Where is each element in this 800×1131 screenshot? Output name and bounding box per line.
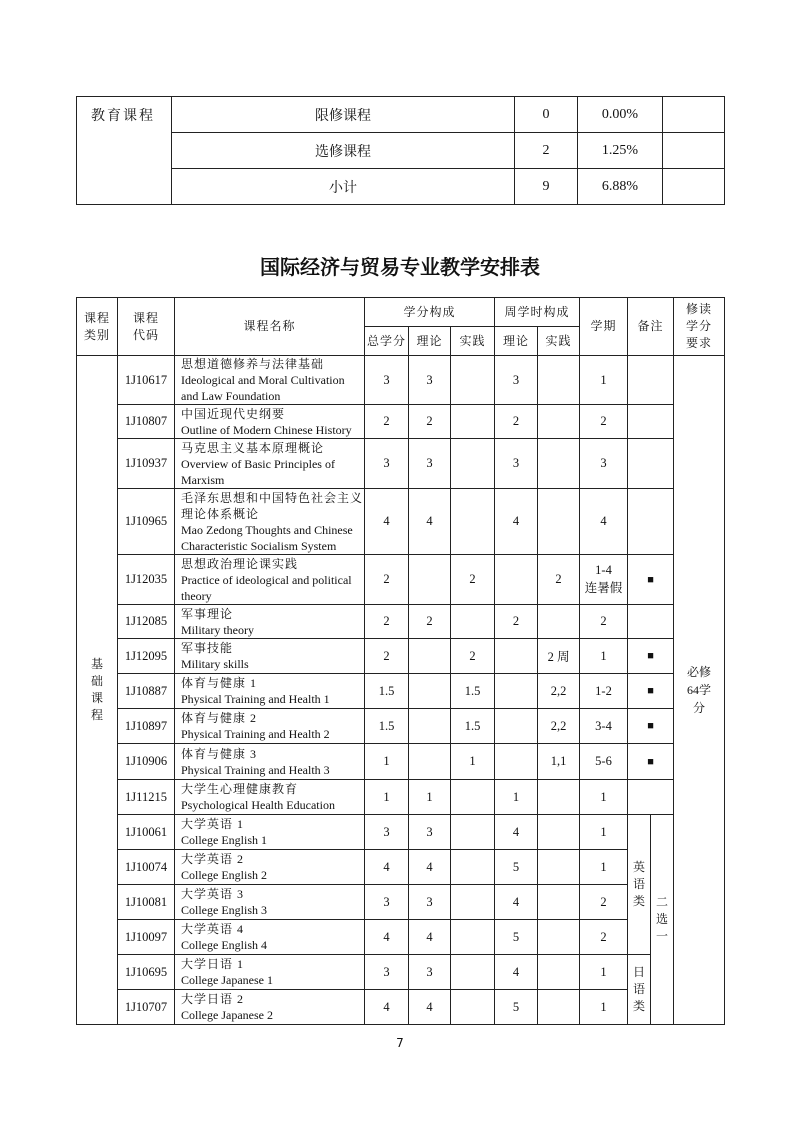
course-name — [175, 955, 365, 990]
course-name-en: College Japanese 2 — [181, 1008, 273, 1022]
course-code: 1J10965 — [118, 489, 175, 555]
course-practice-credit — [451, 920, 495, 955]
course-row — [77, 555, 725, 605]
course-weekly-theory — [495, 555, 538, 605]
course-code: 1J12035 — [118, 555, 175, 605]
course-name — [175, 815, 365, 850]
course-semester — [580, 885, 628, 920]
course-theory-credit — [409, 555, 451, 605]
course-weekly-theory: 5 — [495, 990, 538, 1025]
course-theory-credit: 1 — [409, 780, 451, 815]
course-name-en: Physical Training and Health 2 — [181, 727, 330, 741]
course-practice-credit — [451, 356, 495, 405]
schedule-table — [76, 297, 725, 1025]
course-weekly-theory — [495, 709, 538, 744]
course-row — [77, 674, 725, 709]
course-practice-credit — [451, 439, 495, 489]
course-total-credit: 3 — [365, 439, 409, 489]
course-practice-credit: 1.5 — [451, 674, 495, 709]
course-name — [175, 489, 365, 555]
course-name — [175, 555, 365, 605]
course-weekly-theory — [495, 674, 538, 709]
course-weekly-theory: 2 — [495, 405, 538, 439]
course-semester-value: 3-4 — [595, 718, 612, 733]
choose-one-label — [651, 815, 674, 1025]
course-semester-value: 1-2 — [595, 683, 612, 698]
course-name-cn: 思想道德修养与法律基础 — [181, 357, 325, 371]
summary-row-note — [663, 133, 725, 169]
course-body — [77, 356, 725, 1025]
course-semester-value: 1 — [600, 859, 607, 874]
summary-table — [76, 96, 725, 205]
header-weekly-practice: 实践 — [538, 327, 580, 356]
course-name-en: Physical Training and Health 1 — [181, 692, 330, 706]
course-practice-credit — [451, 990, 495, 1025]
course-practice-credit: 2 — [451, 639, 495, 674]
course-name-cn: 大学英语 4 — [181, 922, 245, 936]
course-total-credit: 2 — [365, 405, 409, 439]
course-row — [77, 639, 725, 674]
course-weekly-theory: 4 — [495, 489, 538, 555]
course-name — [175, 709, 365, 744]
course-practice-credit: 1 — [451, 744, 495, 780]
course-semester — [580, 780, 628, 815]
course-name-en: Psychological Health Education — [181, 798, 335, 812]
course-name — [175, 780, 365, 815]
course-remark — [628, 605, 674, 639]
course-name — [175, 674, 365, 709]
course-semester — [580, 850, 628, 885]
header-weekly-theory: 理论 — [495, 327, 538, 356]
course-code: 1J12095 — [118, 639, 175, 674]
course-code: 1J10937 — [118, 439, 175, 489]
summary-row-name: 小计 — [172, 169, 515, 205]
course-row — [77, 955, 725, 990]
summary-row-percent: 1.25% — [578, 133, 663, 169]
header-category-label: 课程类别 — [83, 310, 110, 342]
course-name — [175, 885, 365, 920]
header-requirement-label: 修读学分要求 — [686, 302, 713, 350]
course-theory-credit: 2 — [409, 405, 451, 439]
course-name — [175, 920, 365, 955]
course-weekly-theory — [495, 744, 538, 780]
course-weekly-practice — [538, 439, 580, 489]
course-practice-credit — [451, 885, 495, 920]
course-name-en: Overview of Basic Principles of Marxism — [181, 456, 335, 487]
course-semester — [580, 815, 628, 850]
header-code-label: 课程代码 — [132, 310, 159, 342]
course-total-credit: 1 — [365, 780, 409, 815]
course-name-en: Outline of Modern Chinese History — [181, 422, 352, 437]
course-code: 1J10695 — [118, 955, 175, 990]
course-name — [175, 405, 365, 439]
course-weekly-practice — [538, 356, 580, 405]
course-row — [77, 815, 725, 850]
course-name-cn: 体育与健康 1 — [181, 676, 258, 690]
course-name-en: College English 1 — [181, 833, 267, 847]
course-semester-value: 5-6 — [595, 754, 612, 768]
header-total-credit: 总学分 — [365, 327, 409, 356]
course-weekly-practice — [538, 815, 580, 850]
course-name — [175, 356, 365, 405]
course-semester-value: 1 — [600, 824, 607, 839]
course-remark — [628, 780, 674, 815]
course-name-cn: 大学英语 1 — [181, 817, 245, 831]
course-row — [77, 885, 725, 920]
course-total-credit: 4 — [365, 489, 409, 555]
course-remark — [628, 489, 674, 555]
english-group-label — [628, 815, 651, 955]
course-semester — [580, 489, 628, 555]
course-category — [77, 356, 118, 1025]
summary-category: 教育课程 — [77, 97, 172, 205]
course-name-en: Ideological and Moral Cultivation and Law Foundation — [181, 373, 345, 403]
course-total-credit: 1 — [365, 744, 409, 780]
course-remark — [628, 405, 674, 439]
course-theory-credit: 2 — [409, 605, 451, 639]
course-semester — [580, 439, 628, 489]
course-weekly-theory: 4 — [495, 885, 538, 920]
summary-row-credits: 9 — [515, 169, 578, 205]
japanese-group-text: 日语类 — [633, 965, 646, 1013]
course-total-credit: 2 — [365, 639, 409, 674]
page-number: 7 — [396, 1036, 404, 1050]
course-semester-value: 1-4 — [595, 563, 612, 577]
course-practice-credit — [451, 780, 495, 815]
course-name-cn: 思想政治理论课实践 — [181, 556, 299, 571]
course-theory-credit — [409, 744, 451, 780]
course-weekly-theory: 4 — [495, 815, 538, 850]
course-semester-value: 1 — [600, 372, 607, 387]
course-remark — [628, 439, 674, 489]
course-practice-credit — [451, 955, 495, 990]
course-row — [77, 920, 725, 955]
course-weekly-practice: 2,2 — [538, 674, 580, 709]
course-row — [77, 709, 725, 744]
course-name — [175, 990, 365, 1025]
header-remarks: 备注 — [628, 298, 674, 356]
course-weekly-practice — [538, 850, 580, 885]
course-row — [77, 850, 725, 885]
course-code: 1J10617 — [118, 356, 175, 405]
summary-row-percent: 6.88% — [578, 169, 663, 205]
course-semester-value: 1 — [600, 789, 607, 804]
course-theory-credit: 4 — [409, 850, 451, 885]
course-practice-credit — [451, 405, 495, 439]
course-total-credit: 3 — [365, 815, 409, 850]
course-weekly-practice: 2 周 — [538, 639, 580, 674]
course-semester — [580, 674, 628, 709]
course-code: 1J10081 — [118, 885, 175, 920]
course-row — [77, 605, 725, 639]
course-name — [175, 744, 365, 780]
course-total-credit: 3 — [365, 955, 409, 990]
course-name-cn: 大学生心理健康教育 — [181, 782, 299, 796]
course-theory-credit — [409, 639, 451, 674]
course-semester-value: 4 — [600, 514, 607, 528]
course-name-cn: 大学英语 2 — [181, 852, 245, 866]
course-theory-credit: 3 — [409, 439, 451, 489]
course-weekly-practice — [538, 405, 580, 439]
course-semester — [580, 744, 628, 780]
course-weekly-practice — [538, 990, 580, 1025]
course-practice-credit: 2 — [451, 555, 495, 605]
course-semester-value: 2 — [600, 929, 607, 944]
course-name-en: College English 3 — [181, 903, 267, 917]
course-row — [77, 356, 725, 405]
course-row — [77, 405, 725, 439]
course-code: 1J12085 — [118, 605, 175, 639]
header-practice: 实践 — [451, 327, 495, 356]
course-semester — [580, 405, 628, 439]
course-code: 1J10074 — [118, 850, 175, 885]
course-total-credit: 1.5 — [365, 709, 409, 744]
summary-row — [77, 169, 725, 205]
header-credit-group: 学分构成 — [365, 298, 495, 327]
course-theory-credit: 3 — [409, 955, 451, 990]
course-code: 1J10707 — [118, 990, 175, 1025]
course-name-en: Military theory — [181, 622, 254, 637]
course-name-en: Practice of ideological and political theory — [181, 572, 352, 603]
course-total-credit: 1.5 — [365, 674, 409, 709]
course-name-cn: 中国近现代史纲要 — [181, 406, 286, 421]
course-weekly-practice: 2 — [538, 555, 580, 605]
header-category — [77, 298, 118, 356]
course-weekly-practice — [538, 489, 580, 555]
course-row — [77, 744, 725, 780]
course-category-label: 基础课程 — [90, 657, 103, 722]
course-weekly-theory: 4 — [495, 955, 538, 990]
course-code: 1J11215 — [118, 780, 175, 815]
course-weekly-theory: 3 — [495, 439, 538, 489]
course-row — [77, 990, 725, 1025]
header-weekly-group: 周学时构成 — [495, 298, 580, 327]
course-semester-value: 1 — [600, 999, 607, 1014]
course-semester-value: 3 — [600, 456, 607, 470]
course-theory-credit — [409, 709, 451, 744]
course-total-credit: 4 — [365, 920, 409, 955]
course-weekly-theory: 2 — [495, 605, 538, 639]
summary-row — [77, 97, 725, 133]
course-total-credit: 3 — [365, 885, 409, 920]
requirement-text: 必修64学分 — [687, 665, 712, 715]
course-semester — [580, 605, 628, 639]
course-practice-credit: 1.5 — [451, 709, 495, 744]
course-total-credit: 3 — [365, 356, 409, 405]
course-semester — [580, 639, 628, 674]
course-practice-credit — [451, 815, 495, 850]
course-name-en: College English 2 — [181, 868, 267, 882]
course-weekly-practice — [538, 605, 580, 639]
course-total-credit: 4 — [365, 850, 409, 885]
course-code: 1J10897 — [118, 709, 175, 744]
header-name: 课程名称 — [175, 298, 365, 356]
course-weekly-practice: 2,2 — [538, 709, 580, 744]
course-semester — [580, 356, 628, 405]
course-remark: ■ — [628, 555, 674, 605]
requirement-cell — [674, 356, 725, 1025]
course-name — [175, 605, 365, 639]
course-name-en: College Japanese 1 — [181, 973, 273, 987]
course-remark: ■ — [628, 709, 674, 744]
course-remark: ■ — [628, 674, 674, 709]
course-total-credit: 4 — [365, 990, 409, 1025]
course-name-en: Physical Training and Health 3 — [181, 762, 330, 777]
course-weekly-theory: 3 — [495, 356, 538, 405]
choose-one-text: 二选一 — [656, 895, 669, 943]
course-name-cn: 军事理论 — [181, 606, 234, 621]
course-remark: ■ — [628, 639, 674, 674]
course-name-cn: 军事技能 — [181, 641, 234, 655]
course-practice-credit — [451, 489, 495, 555]
course-weekly-theory: 1 — [495, 780, 538, 815]
course-weekly-practice — [538, 920, 580, 955]
header-code — [118, 298, 175, 356]
course-semester-value: 2 — [600, 414, 607, 428]
course-theory-credit: 3 — [409, 885, 451, 920]
course-theory-credit: 4 — [409, 990, 451, 1025]
course-theory-credit: 3 — [409, 356, 451, 405]
course-weekly-theory: 5 — [495, 850, 538, 885]
course-remark — [628, 356, 674, 405]
header-row — [77, 298, 725, 327]
course-name-cn: 大学日语 2 — [181, 992, 245, 1006]
course-name — [175, 850, 365, 885]
course-practice-credit — [451, 605, 495, 639]
course-name-cn: 大学日语 1 — [181, 957, 245, 971]
header-theory: 理论 — [409, 327, 451, 356]
course-name-cn: 大学英语 3 — [181, 887, 245, 901]
course-semester — [580, 920, 628, 955]
course-theory-credit: 4 — [409, 920, 451, 955]
course-total-credit: 2 — [365, 555, 409, 605]
course-total-credit: 2 — [365, 605, 409, 639]
course-semester — [580, 990, 628, 1025]
course-weekly-practice — [538, 885, 580, 920]
course-code: 1J10097 — [118, 920, 175, 955]
summary-row-credits: 0 — [515, 97, 578, 133]
summary-row-note — [663, 169, 725, 205]
course-theory-credit: 3 — [409, 815, 451, 850]
summary-row-name: 限修课程 — [172, 97, 515, 133]
course-weekly-practice — [538, 955, 580, 990]
course-theory-credit: 4 — [409, 489, 451, 555]
page-title: 国际经济与贸易专业教学安排表 — [260, 255, 540, 279]
summary-row — [77, 133, 725, 169]
course-row — [77, 439, 725, 489]
course-name-cn: 马克思主义基本原理概论 — [181, 440, 325, 455]
course-semester-value: 2 — [600, 614, 607, 628]
course-semester — [580, 709, 628, 744]
course-name — [175, 439, 365, 489]
course-semester — [580, 955, 628, 990]
course-remark: ■ — [628, 744, 674, 780]
summary-row-name: 选修课程 — [172, 133, 515, 169]
summary-row-credits: 2 — [515, 133, 578, 169]
course-code: 1J10887 — [118, 674, 175, 709]
course-row — [77, 489, 725, 555]
course-name-cn: 体育与健康 3 — [181, 746, 258, 761]
japanese-group-label — [628, 955, 651, 1025]
english-group-text: 英语类 — [633, 860, 646, 908]
course-name-cn: 毛泽东思想和中国特色社会主义理论体系概论 — [181, 490, 364, 521]
course-name-cn: 体育与健康 2 — [181, 711, 258, 725]
course-name-en: College English 4 — [181, 938, 267, 952]
course-code: 1J10807 — [118, 405, 175, 439]
summary-row-percent: 0.00% — [578, 97, 663, 133]
course-weekly-practice: 1,1 — [538, 744, 580, 780]
course-name-en: Mao Zedong Thoughts and Chinese Characteristic Socialism System — [181, 522, 353, 553]
course-weekly-practice — [538, 780, 580, 815]
header-requirement — [674, 298, 725, 356]
course-name-en: Military skills — [181, 657, 249, 671]
course-semester-value: 1 — [600, 648, 607, 663]
course-weekly-theory: 5 — [495, 920, 538, 955]
summary-row-note — [663, 97, 725, 133]
course-practice-credit — [451, 850, 495, 885]
course-semester-note: 连暑假 — [584, 581, 623, 595]
course-semester-value: 2 — [600, 894, 607, 909]
course-weekly-theory — [495, 639, 538, 674]
header-semester: 学期 — [580, 298, 628, 356]
course-code: 1J10061 — [118, 815, 175, 850]
course-semester-value: 1 — [600, 964, 607, 979]
course-theory-credit — [409, 674, 451, 709]
course-row — [77, 780, 725, 815]
course-code: 1J10906 — [118, 744, 175, 780]
course-name — [175, 639, 365, 674]
course-semester — [580, 555, 628, 605]
